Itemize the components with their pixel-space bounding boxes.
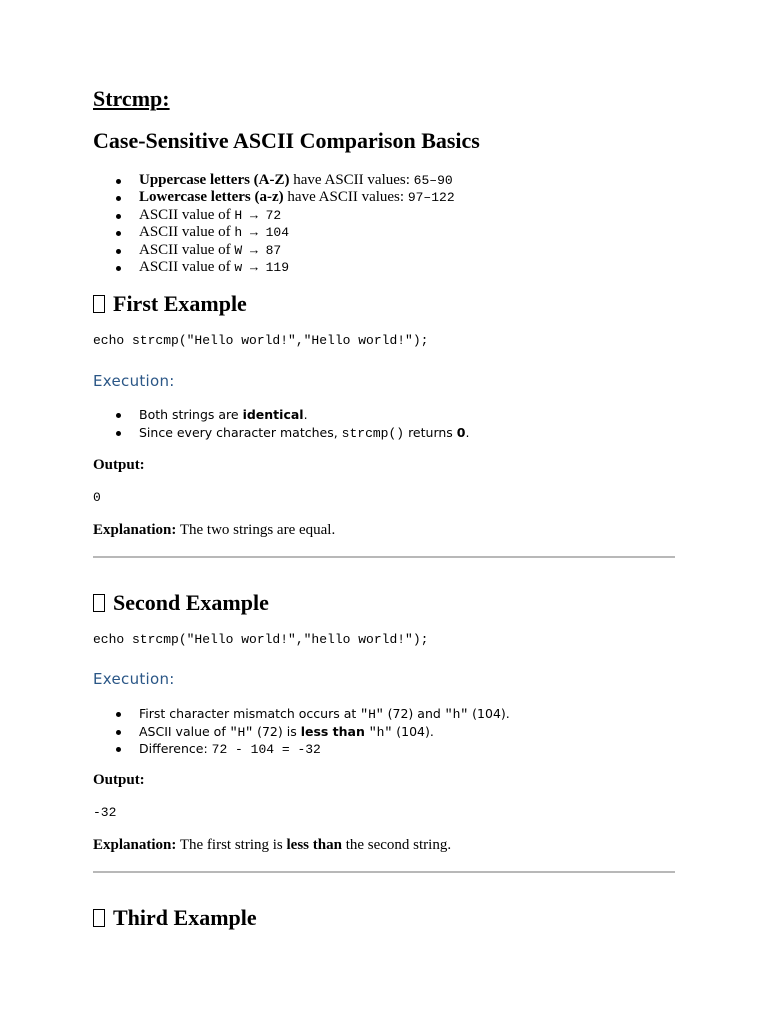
second-execution-heading: Execution: bbox=[93, 670, 175, 688]
second-execution-list bbox=[93, 705, 510, 758]
basics-heading: Case-Sensitive ASCII Comparison Basics bbox=[93, 128, 480, 153]
list-item: Lowercase letters (a-z) have ASCII values: 97–122 bbox=[93, 189, 455, 206]
first-explanation: Explanation: The two strings are equal. bbox=[93, 522, 336, 538]
list-item: Since every character matches, strcmp() returns 0. bbox=[93, 424, 469, 442]
section-divider bbox=[93, 556, 675, 558]
missing-glyph-icon bbox=[93, 295, 105, 313]
section-divider bbox=[93, 871, 675, 873]
list-item: ASCII value of "H" (72) is less than "h" (104). bbox=[93, 723, 510, 741]
first-output-label: Output: bbox=[93, 457, 145, 473]
second-output-value: -32 bbox=[93, 805, 117, 820]
first-execution-list bbox=[93, 406, 469, 441]
missing-glyph-icon bbox=[93, 594, 105, 612]
second-output-label: Output: bbox=[93, 772, 145, 788]
ascii-basics-list bbox=[93, 172, 455, 276]
list-item: Difference: 72 - 104 = -32 bbox=[93, 740, 510, 758]
first-example-heading: First Example bbox=[93, 291, 247, 317]
list-item: ASCII value of h → 104 bbox=[93, 224, 455, 241]
first-output-value: 0 bbox=[93, 490, 101, 505]
list-item: First character mismatch occurs at "H" (72) and "h" (104). bbox=[93, 705, 510, 723]
second-explanation: Explanation: The first string is less than the second string. bbox=[93, 837, 452, 853]
third-example-heading: Third Example bbox=[93, 905, 257, 931]
second-example-code: echo strcmp("Hello world!","hello world!"); bbox=[93, 632, 429, 647]
first-execution-heading: Execution: bbox=[93, 372, 175, 390]
second-example-heading: Second Example bbox=[93, 590, 269, 616]
missing-glyph-icon bbox=[93, 909, 105, 927]
list-item: ASCII value of w → 119 bbox=[93, 259, 455, 276]
list-item: Uppercase letters (A-Z) have ASCII values: 65–90 bbox=[93, 172, 455, 189]
list-item: Both strings are identical. bbox=[93, 406, 469, 424]
list-item: ASCII value of W → 87 bbox=[93, 242, 455, 259]
first-example-code: echo strcmp("Hello world!","Hello world!"); bbox=[93, 333, 429, 348]
list-item: ASCII value of H → 72 bbox=[93, 207, 455, 224]
document-title: Strcmp: bbox=[93, 86, 170, 111]
